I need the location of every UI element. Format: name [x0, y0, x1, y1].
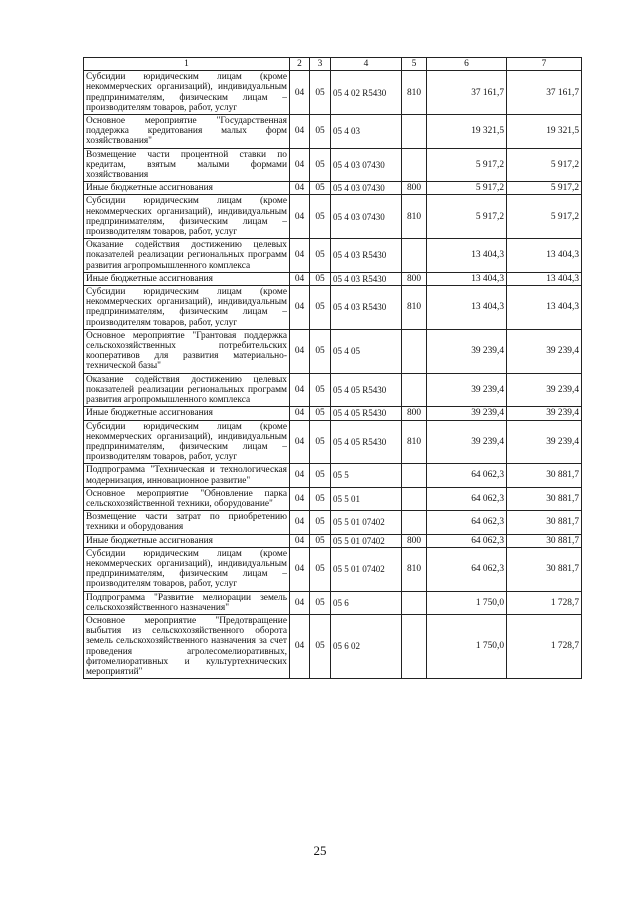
row-name-cell: Возмещение части процентной ставки по кредитам, взятым малыми формами хозяйствования	[84, 148, 290, 182]
row-target-code-cell: 05 5 01 07402	[331, 534, 402, 547]
row-name-cell: Основное мероприятие "Государственная поддержка кредитования малых форм хозяйствования"	[84, 115, 290, 149]
row-target-code-cell: 05 4 03 R5430	[331, 286, 402, 330]
row-amount-col7-cell: 13 404,3	[507, 239, 582, 273]
row-target-code-cell: 05 4 03 R5430	[331, 239, 402, 273]
row-expense-type-cell: 800	[402, 182, 427, 195]
row-expense-type-cell: 810	[402, 547, 427, 591]
row-section-cell: 04	[290, 511, 310, 534]
row-amount-col6-cell: 13 404,3	[427, 239, 507, 273]
header-col-6: 6	[427, 58, 507, 71]
row-section-cell: 04	[290, 591, 310, 614]
row-expense-type-cell	[402, 148, 427, 182]
table-row	[84, 329, 582, 373]
table-row	[84, 547, 582, 591]
row-target-code-cell: 05 4 05	[331, 329, 402, 373]
row-amount-col6-cell: 13 404,3	[427, 272, 507, 285]
row-subsection-cell: 05	[310, 272, 331, 285]
row-expense-type-cell	[402, 115, 427, 149]
table-row	[84, 115, 582, 149]
row-section-cell: 04	[290, 407, 310, 420]
row-name-cell: Основное мероприятие "Грантовая поддержка сельскохозяйственных потребительских кооперативов для развития материально-технической базы"	[84, 329, 290, 373]
row-expense-type-cell	[402, 239, 427, 273]
row-expense-type-cell	[402, 591, 427, 614]
row-name-cell: Основное мероприятие "Обновление парка сельскохозяйственной техники, оборудование"	[84, 487, 290, 510]
row-subsection-cell: 05	[310, 407, 331, 420]
row-subsection-cell: 05	[310, 286, 331, 330]
row-expense-type-cell: 800	[402, 272, 427, 285]
row-target-code-cell: 05 5	[331, 464, 402, 487]
row-amount-col7-cell: 5 917,2	[507, 148, 582, 182]
row-section-cell: 04	[290, 195, 310, 239]
row-subsection-cell: 05	[310, 71, 331, 115]
row-expense-type-cell	[402, 487, 427, 510]
table-row	[84, 464, 582, 487]
row-subsection-cell: 05	[310, 195, 331, 239]
row-target-code-cell: 05 5 01 07402	[331, 511, 402, 534]
row-amount-col7-cell: 13 404,3	[507, 286, 582, 330]
row-expense-type-cell	[402, 373, 427, 407]
row-expense-type-cell	[402, 511, 427, 534]
row-subsection-cell: 05	[310, 547, 331, 591]
row-section-cell: 04	[290, 534, 310, 547]
row-target-code-cell: 05 5 01 07402	[331, 547, 402, 591]
row-amount-col6-cell: 64 062,3	[427, 464, 507, 487]
row-subsection-cell: 05	[310, 591, 331, 614]
row-amount-col7-cell: 30 881,7	[507, 487, 582, 510]
row-section-cell: 04	[290, 487, 310, 510]
row-name-cell: Субсидии юридическим лицам (кроме некоммерческих организаций), индивидуальным предпринимателям, физическим лицам – производителям товаров, работ, услуг	[84, 420, 290, 464]
table-row	[84, 272, 582, 285]
row-name-cell: Субсидии юридическим лицам (кроме некоммерческих организаций), индивидуальным предпринимателям, физическим лицам – производителям товаров, работ, услуг	[84, 71, 290, 115]
row-expense-type-cell	[402, 329, 427, 373]
row-expense-type-cell: 810	[402, 71, 427, 115]
row-subsection-cell: 05	[310, 534, 331, 547]
row-name-cell: Подпрограмма "Развитие мелиорации земель сельскохозяйственного назначения"	[84, 591, 290, 614]
row-section-cell: 04	[290, 239, 310, 273]
row-amount-col6-cell: 39 239,4	[427, 407, 507, 420]
row-amount-col7-cell: 1 728,7	[507, 614, 582, 678]
table-row	[84, 487, 582, 510]
table-row	[84, 420, 582, 464]
row-amount-col7-cell: 1 728,7	[507, 591, 582, 614]
row-section-cell: 04	[290, 272, 310, 285]
row-amount-col6-cell: 39 239,4	[427, 420, 507, 464]
row-name-cell: Субсидии юридическим лицам (кроме некоммерческих организаций), индивидуальным предпринимателям, физическим лицам – производителям товаров, работ, услуг	[84, 195, 290, 239]
row-amount-col6-cell: 5 917,2	[427, 148, 507, 182]
row-name-cell: Подпрограмма "Техническая и технологическая модернизация, инновационное развитие"	[84, 464, 290, 487]
row-amount-col7-cell: 5 917,2	[507, 182, 582, 195]
row-name-cell: Иные бюджетные ассигнования	[84, 534, 290, 547]
row-target-code-cell: 05 6 02	[331, 614, 402, 678]
row-amount-col7-cell: 30 881,7	[507, 547, 582, 591]
header-row	[84, 58, 582, 71]
table-row	[84, 195, 582, 239]
row-target-code-cell: 05 4 03	[331, 115, 402, 149]
row-amount-col7-cell: 19 321,5	[507, 115, 582, 149]
table-row	[84, 407, 582, 420]
row-name-cell: Оказание содействия достижению целевых показателей реализации региональных программ развития агропромышленного комплекса	[84, 373, 290, 407]
row-name-cell: Основное мероприятие "Предотвращение выбытия из сельскохозяйственного оборота земель сельскохозяйственного назначения за счет проведения агролесомелиоративных, фитомелиоративных и культуртехнических мероприятий"	[84, 614, 290, 678]
row-subsection-cell: 05	[310, 182, 331, 195]
header-col-3: 3	[310, 58, 331, 71]
row-section-cell: 04	[290, 148, 310, 182]
row-section-cell: 04	[290, 182, 310, 195]
row-section-cell: 04	[290, 373, 310, 407]
row-amount-col6-cell: 39 239,4	[427, 373, 507, 407]
row-section-cell: 04	[290, 71, 310, 115]
header-col-5: 5	[402, 58, 427, 71]
row-target-code-cell: 05 4 03 07430	[331, 148, 402, 182]
row-subsection-cell: 05	[310, 115, 331, 149]
table-row	[84, 286, 582, 330]
row-target-code-cell: 05 4 02 R5430	[331, 71, 402, 115]
row-amount-col7-cell: 39 239,4	[507, 373, 582, 407]
row-section-cell: 04	[290, 286, 310, 330]
row-expense-type-cell: 800	[402, 407, 427, 420]
row-amount-col6-cell: 19 321,5	[427, 115, 507, 149]
row-amount-col6-cell: 64 062,3	[427, 511, 507, 534]
row-amount-col6-cell: 5 917,2	[427, 182, 507, 195]
row-subsection-cell: 05	[310, 487, 331, 510]
row-section-cell: 04	[290, 420, 310, 464]
row-expense-type-cell: 810	[402, 420, 427, 464]
page-number: 25	[313, 843, 327, 858]
row-target-code-cell: 05 6	[331, 591, 402, 614]
table-row	[84, 239, 582, 273]
row-amount-col7-cell: 13 404,3	[507, 272, 582, 285]
row-subsection-cell: 05	[310, 614, 331, 678]
row-subsection-cell: 05	[310, 148, 331, 182]
row-subsection-cell: 05	[310, 420, 331, 464]
row-amount-col6-cell: 1 750,0	[427, 591, 507, 614]
row-amount-col7-cell: 30 881,7	[507, 464, 582, 487]
row-amount-col7-cell: 5 917,2	[507, 195, 582, 239]
header-col-4: 4	[331, 58, 402, 71]
table-row	[84, 373, 582, 407]
row-section-cell: 04	[290, 115, 310, 149]
table-row	[84, 182, 582, 195]
row-name-cell: Субсидии юридическим лицам (кроме некоммерческих организаций), индивидуальным предпринимателям, физическим лицам – производителям товаров, работ, услуг	[84, 286, 290, 330]
row-target-code-cell: 05 4 05 R5430	[331, 407, 402, 420]
row-amount-col6-cell: 39 239,4	[427, 329, 507, 373]
table-row	[84, 511, 582, 534]
table-row	[84, 71, 582, 115]
table-body	[84, 71, 582, 679]
row-target-code-cell: 05 4 03 07430	[331, 182, 402, 195]
row-target-code-cell: 05 4 05 R5430	[331, 420, 402, 464]
row-amount-col6-cell: 64 062,3	[427, 547, 507, 591]
row-section-cell: 04	[290, 464, 310, 487]
row-expense-type-cell: 810	[402, 195, 427, 239]
table-row	[84, 614, 582, 678]
row-expense-type-cell: 810	[402, 286, 427, 330]
row-expense-type-cell	[402, 614, 427, 678]
row-amount-col6-cell: 64 062,3	[427, 534, 507, 547]
row-subsection-cell: 05	[310, 239, 331, 273]
row-amount-col7-cell: 39 239,4	[507, 329, 582, 373]
row-subsection-cell: 05	[310, 464, 331, 487]
table-row	[84, 148, 582, 182]
row-amount-col6-cell: 13 404,3	[427, 286, 507, 330]
row-target-code-cell: 05 4 03 R5430	[331, 272, 402, 285]
row-name-cell: Возмещение части затрат по приобретению техники и оборудования	[84, 511, 290, 534]
row-expense-type-cell	[402, 464, 427, 487]
row-amount-col7-cell: 39 239,4	[507, 407, 582, 420]
row-subsection-cell: 05	[310, 511, 331, 534]
row-amount-col7-cell: 30 881,7	[507, 534, 582, 547]
row-subsection-cell: 05	[310, 329, 331, 373]
row-amount-col6-cell: 37 161,7	[427, 71, 507, 115]
table-row	[84, 534, 582, 547]
row-section-cell: 04	[290, 614, 310, 678]
row-subsection-cell: 05	[310, 373, 331, 407]
row-target-code-cell: 05 4 05 R5430	[331, 373, 402, 407]
header-col-1: 1	[84, 58, 290, 71]
row-expense-type-cell: 800	[402, 534, 427, 547]
row-section-cell: 04	[290, 547, 310, 591]
row-amount-col6-cell: 5 917,2	[427, 195, 507, 239]
header-col-7: 7	[507, 58, 582, 71]
row-target-code-cell: 05 4 03 07430	[331, 195, 402, 239]
row-name-cell: Субсидии юридическим лицам (кроме некоммерческих организаций), индивидуальным предпринимателям, физическим лицам – производителям товаров, работ, услуг	[84, 547, 290, 591]
row-amount-col7-cell: 30 881,7	[507, 511, 582, 534]
row-name-cell: Иные бюджетные ассигнования	[84, 272, 290, 285]
table-row	[84, 591, 582, 614]
row-section-cell: 04	[290, 329, 310, 373]
row-name-cell: Иные бюджетные ассигнования	[84, 182, 290, 195]
row-amount-col6-cell: 1 750,0	[427, 614, 507, 678]
row-name-cell: Иные бюджетные ассигнования	[84, 407, 290, 420]
budget-table	[83, 57, 582, 679]
row-amount-col7-cell: 39 239,4	[507, 420, 582, 464]
row-amount-col7-cell: 37 161,7	[507, 71, 582, 115]
header-col-2: 2	[290, 58, 310, 71]
row-name-cell: Оказание содействия достижению целевых показателей реализации региональных программ развития агропромышленного комплекса	[84, 239, 290, 273]
row-target-code-cell: 05 5 01	[331, 487, 402, 510]
row-amount-col6-cell: 64 062,3	[427, 487, 507, 510]
